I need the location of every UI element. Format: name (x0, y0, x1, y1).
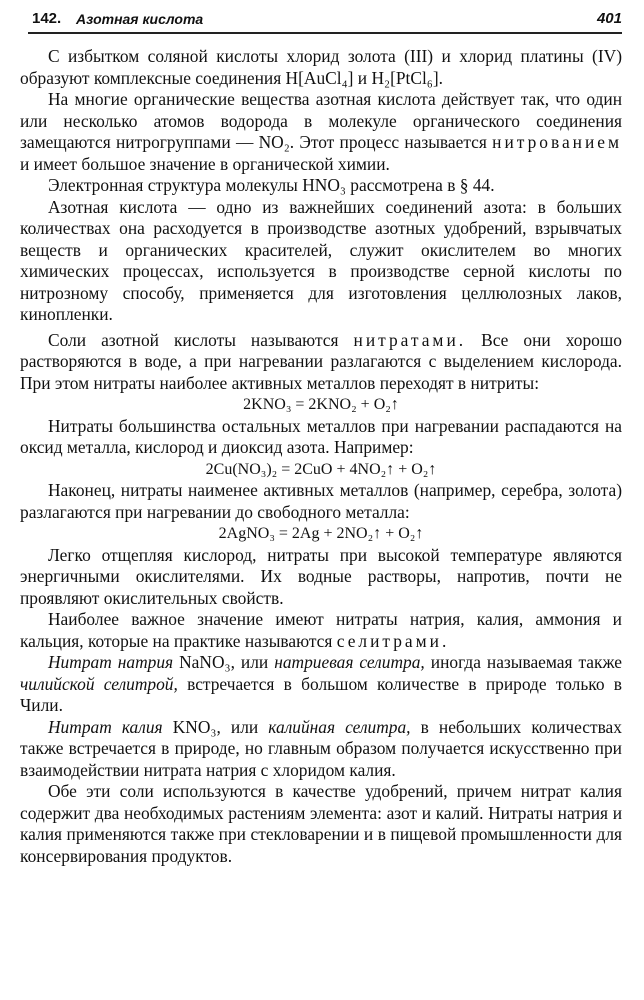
page-number: 401 (596, 10, 622, 27)
term-nitration: нитрованием (492, 132, 622, 152)
paragraph: Нитрат натрия NaNO₃, или натриевая селитра, иногда называемая также чилийской селитрой, встречается в большом количестве в природе только в Чили. (20, 652, 622, 715)
term-nitrates: нитратами. (353, 329, 467, 350)
header-rule (28, 32, 622, 34)
equation: 2KNO₃ = 2KNO₂ + O₂↑ (243, 396, 399, 413)
paragraph: Обе эти соли используются в качестве удобрений, причем нитрат калия содержит два необходимых растениям элемента: азот и калий. Нитраты натрия и калия применяются также при стекловарении и в пищевой промышленности для консервирования продуктов. (20, 781, 622, 866)
running-header (20, 0, 622, 40)
paragraph: Наконец, нитраты наименее активных металлов (например, серебра, золота) разлагаются при нагревании до свободного металла: (20, 480, 622, 522)
paragraph: Нитрат калия KNO₃, или калийная селитра, в небольших количествах также встречается в природе, но главным образом получается искусственно при взаимодействии нитрата натрия с хлоридом калия. (20, 716, 622, 780)
paragraph: Соли азотной кислоты называются нитратами. Все они хорошо растворяются в воде, а при нагревании разлагаются с выделением кислорода. При этом нитраты наиболее активных металлов переходят в нитриты: (20, 329, 622, 393)
paragraph: С избытком соляной кислоты хлорид золота (III) и хлорид платины (IV) образуют комплексные соединения H[AuCl₄] и H₂[PtCl₆]. (20, 46, 622, 88)
term-saltpeter: селитрами. (336, 630, 450, 651)
paragraph: Легко отщепляя кислород, нитраты при высокой температуре являются энергичными окислителями. Их водные растворы, напротив, почти не проявляют окислительных свойств. (20, 544, 622, 608)
paragraph: Азотная кислота — одно из важнейших соединений азота: в больших количествах она расходуется в производстве азотных удобрений, взрывчатых веществ и органических красителей, служит окислителем во многих химических процессах, используется в производстве серной кислоты по нитрозному способу, применяется для изготовления целлюлозных лаков, кинопленки. (20, 196, 622, 324)
paragraph: Электронная структура молекулы HNO₃ рассмотрена в § 44. (48, 175, 495, 195)
paragraph: Наиболее важное значение имеют нитраты натрия, калия, аммония и кальция, которые на практике называются селитрами. (20, 609, 622, 651)
section-number: 142. (32, 10, 62, 27)
paragraph: На многие органические вещества азотная кислота действует так, что один или несколько атомов водорода в молекуле органического соединения замещаются нитрогруппами — NO₂. Этот процесс называется нитрованием и имеет большое значение в органической химии. (20, 89, 622, 174)
equation: 2AgNO₃ = 2Ag + 2NO₂↑ + O₂↑ (218, 525, 424, 542)
text-body (20, 46, 622, 867)
running-title: Азотная кислота (76, 11, 204, 27)
equation: 2Cu(NO₃)₂ = 2CuO + 4NO₂↑ + O₂↑ (205, 460, 437, 478)
paragraph: Нитраты большинства остальных металлов при нагревании распадаются на оксид металла, кислород и диоксид азота. Например: (20, 415, 622, 457)
